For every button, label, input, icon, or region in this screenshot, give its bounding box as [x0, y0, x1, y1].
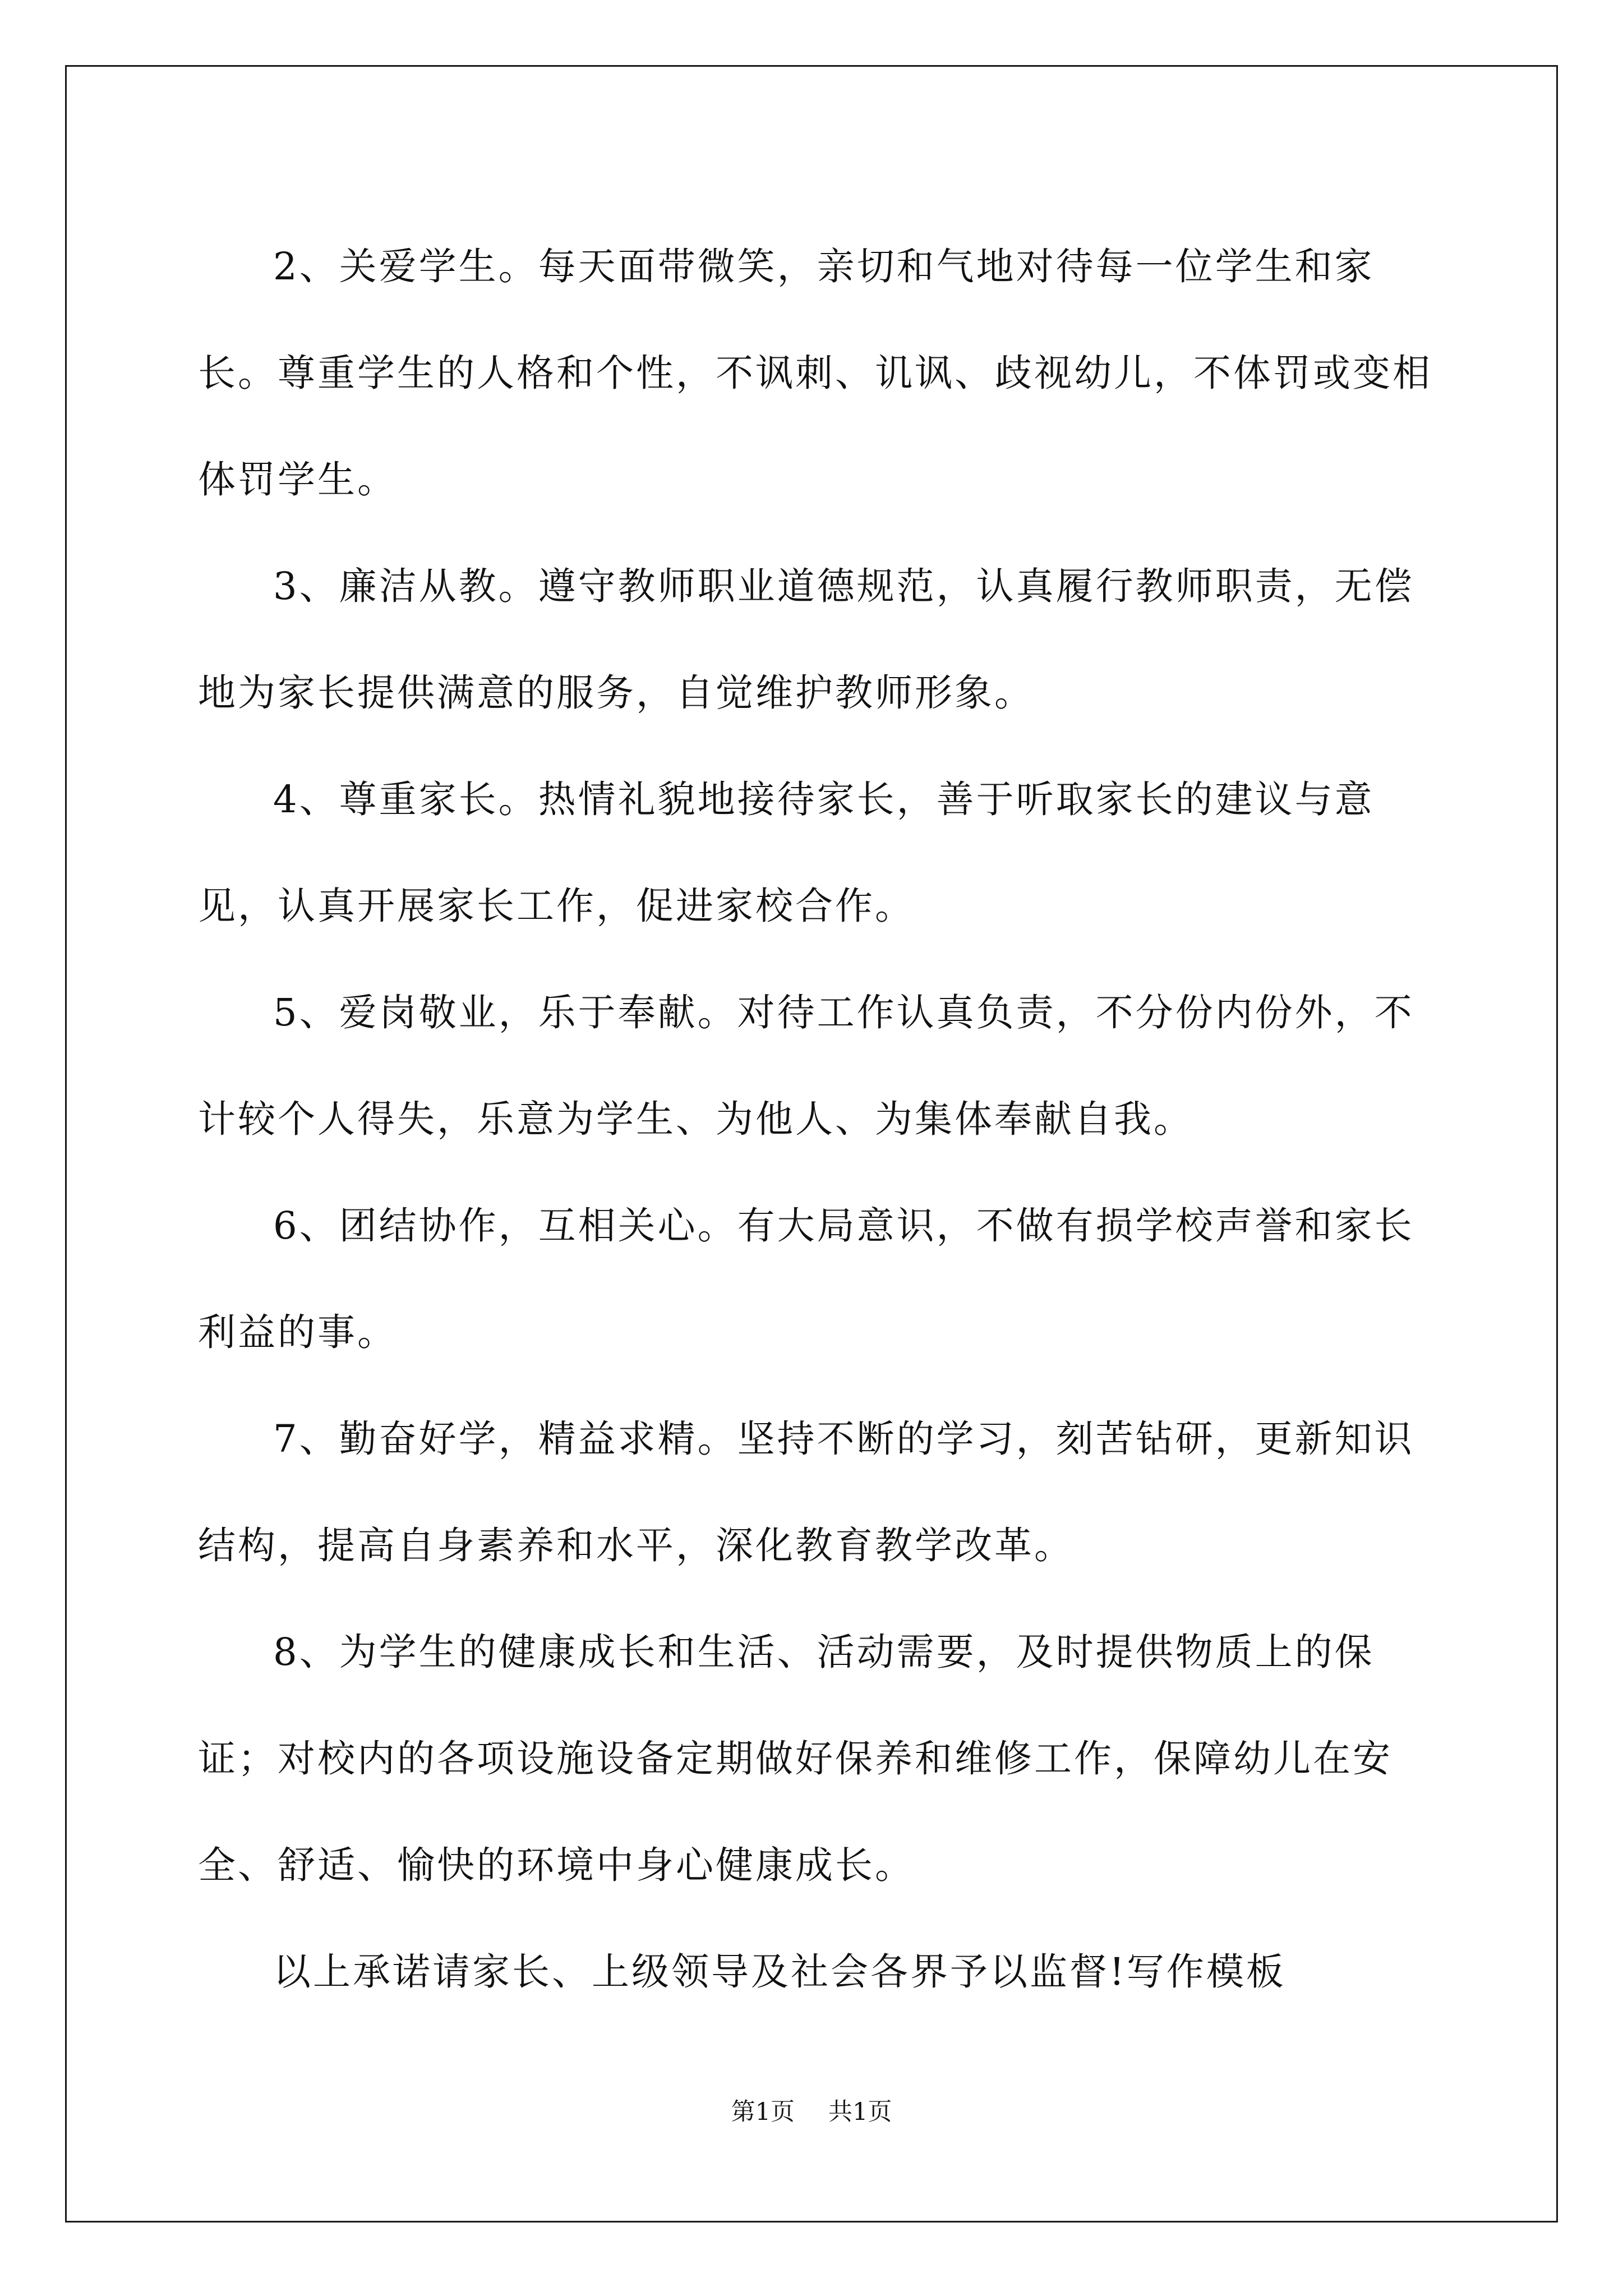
page-footer: [0, 2095, 1623, 2129]
paragraph-item-8: 8、为学生的健康成长和生活、活动需要，及时提供物质上的保证；对校内的各项设施设备定期做好保养和维修工作，保障幼儿在安全、舒适、愉快的环境中身心健康成长。: [198, 1630, 1393, 1887]
paragraph-item-6: 6、团结协作，互相关心。有大局意识，不做有损学校声誉和家长利益的事。: [198, 1204, 1414, 1354]
paragraph-item-2: 2、关爱学生。每天面带微笑，亲切和气地对待每一位学生和家长。尊重学生的人格和个性，不讽刺、讥讽、歧视幼儿，不体罚或变相体罚学生。: [198, 245, 1432, 501]
page-number-total: 共1页: [828, 2098, 892, 2126]
page-number-current: 第1页: [731, 2098, 795, 2126]
paragraph-item-4: 4、尊重家长。热情礼貌地接待家长，善于听取家长的建议与意见，认真开展家长工作，促进家校合作。: [198, 777, 1375, 928]
document-body: [198, 213, 1437, 2025]
paragraph-item-5: 5、爱岗敬业，乐于奉献。对待工作认真负责，不分份内份外，不计较个人得失，乐意为学生、为他人、为集体奉献自我。: [198, 991, 1414, 1141]
closing-paragraph: 以上承诺请家长、上级领导及社会各界予以监督!写作模板: [273, 1950, 1286, 1994]
paragraph-item-7: 7、勤奋好学，精益求精。坚持不断的学习，刻苦钻研，更新知识结构，提高自身素养和水平，深化教育教学改革。: [198, 1417, 1414, 1567]
paragraph-item-3: 3、廉洁从教。遵守教师职业道德规范，认真履行教师职责，无偿地为家长提供满意的服务，自觉维护教师形象。: [198, 564, 1414, 715]
